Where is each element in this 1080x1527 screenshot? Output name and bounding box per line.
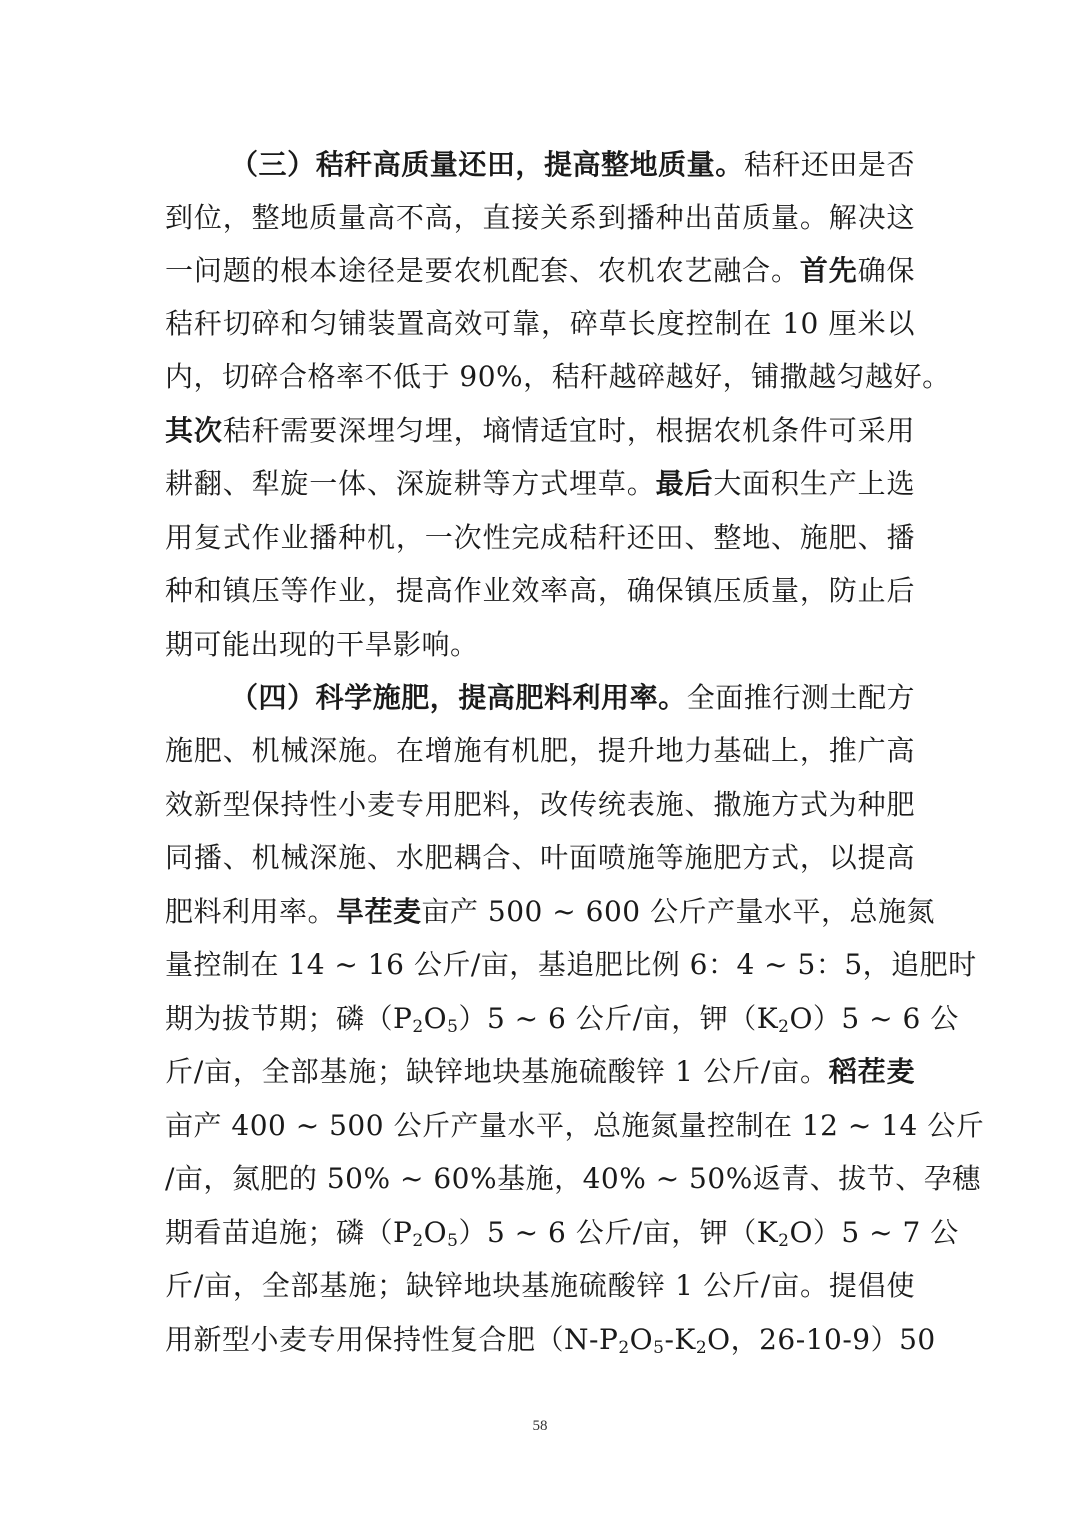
paragraph-3-line-10: 期可能出现的干旱影响。: [165, 628, 479, 661]
emphasis-rice-stubble-wheat: 稻茬麦: [828, 1055, 915, 1088]
paragraph-3-line-7: 耕翻、犁旋一体、深旋耕等方式埋草。最后大面积生产上选: [165, 467, 915, 500]
paragraph-3-line-6: 其次秸秆需要深埋匀埋，墒情适宜时，根据农机条件可采用: [165, 414, 915, 447]
emphasis-last: 最后: [655, 467, 714, 500]
page-number: 58: [532, 1418, 548, 1434]
paragraph-4-line-13: 用新型小麦专用保持性复合肥（$N-P_2O_5-K_2O$，26-10-9）50: [165, 1323, 936, 1358]
emphasis-second: 其次: [165, 414, 223, 447]
paragraph-3-heading: （三）秸秆高质量还田，提高整地质量。: [230, 148, 744, 181]
paragraph-3-line-2: 到位，整地质量高不高，直接关系到播种出苗质量。解决这: [165, 201, 915, 234]
paragraph-4-line-3: 效新型保持性小麦专用肥料，改传统表施、撒施方式为种肥: [165, 788, 915, 821]
paragraph-3-line-5: 内，切碎合格率不低于 90%，秸秆越碎越好，铺撒越匀越好。: [165, 360, 951, 393]
paragraph-4-line-5: 肥料利用率。旱茬麦亩产 500 ~ 600 公斤产量水平，总施氮: [165, 895, 935, 928]
paragraph-4-line-2: 施肥、机械深施。在增施有机肥，提升地力基础上，推广高: [165, 734, 915, 767]
paragraph-4-line-4: 同播、机械深施、水肥耦合、叶面喷施等施肥方式，以提高: [165, 841, 915, 874]
paragraph-4-line-10: /亩，氮肥的 50% ~ 60%基施，40% ~ 50%返青、拔节、孕穗: [165, 1162, 981, 1195]
paragraph-4-line-8: 斤/亩，全部基施；缺锌地块基施硫酸锌 1 公斤/亩。稻茬麦: [165, 1055, 915, 1088]
paragraph-3-line-4: 秸秆切碎和匀铺装置高效可靠，碎草长度控制在 10 厘米以: [165, 307, 915, 340]
paragraph-3-line-8: 用复式作业播种机，一次性完成秸秆还田、整地、施肥、播: [165, 521, 915, 554]
paragraph-3-line-9: 种和镇压等作业，提高作业效率高，确保镇压质量，防止后: [165, 574, 915, 607]
paragraph-4-heading: （四）科学施肥，提高肥料利用率。: [230, 681, 687, 714]
paragraph-4-line-12: 斤/亩，全部基施；缺锌地块基施硫酸锌 1 公斤/亩。提倡使: [165, 1269, 915, 1302]
paragraph-3-line-1: （三）秸秆高质量还田，提高整地质量。秸秆还田是否: [230, 148, 915, 181]
paragraph-4-line-11: 期看苗追施；磷$(P_2O_5)5$ ~ 6 公斤/亩，钾$(K_2O)5$ ~ 7 公: [165, 1216, 959, 1251]
paragraph-3-line-3: 一问题的根本途径是要农机配套、农机农艺融合。首先确保: [165, 254, 915, 287]
paragraph-4-line-1: （四）科学施肥，提高肥料利用率。全面推行测土配方: [230, 681, 915, 714]
emphasis-first: 首先: [799, 254, 858, 287]
emphasis-dryland-wheat: 旱茬麦: [336, 895, 422, 928]
paragraph-4-line-9: 亩产 400 ~ 500 公斤产量水平，总施氮量控制在 12 ~ 14 公斤: [165, 1109, 985, 1142]
paragraph-4-line-6: 量控制在 14 ~ 16 公斤/亩，基追肥比例 6：4 ~ 5：5，追肥时: [165, 948, 977, 981]
paragraph-4-line-7: 期为拔节期；磷$(P_2O_5)5$ ~ 6 公斤/亩，钾$(K_2O)5$ ~ 6 公: [165, 1002, 959, 1037]
